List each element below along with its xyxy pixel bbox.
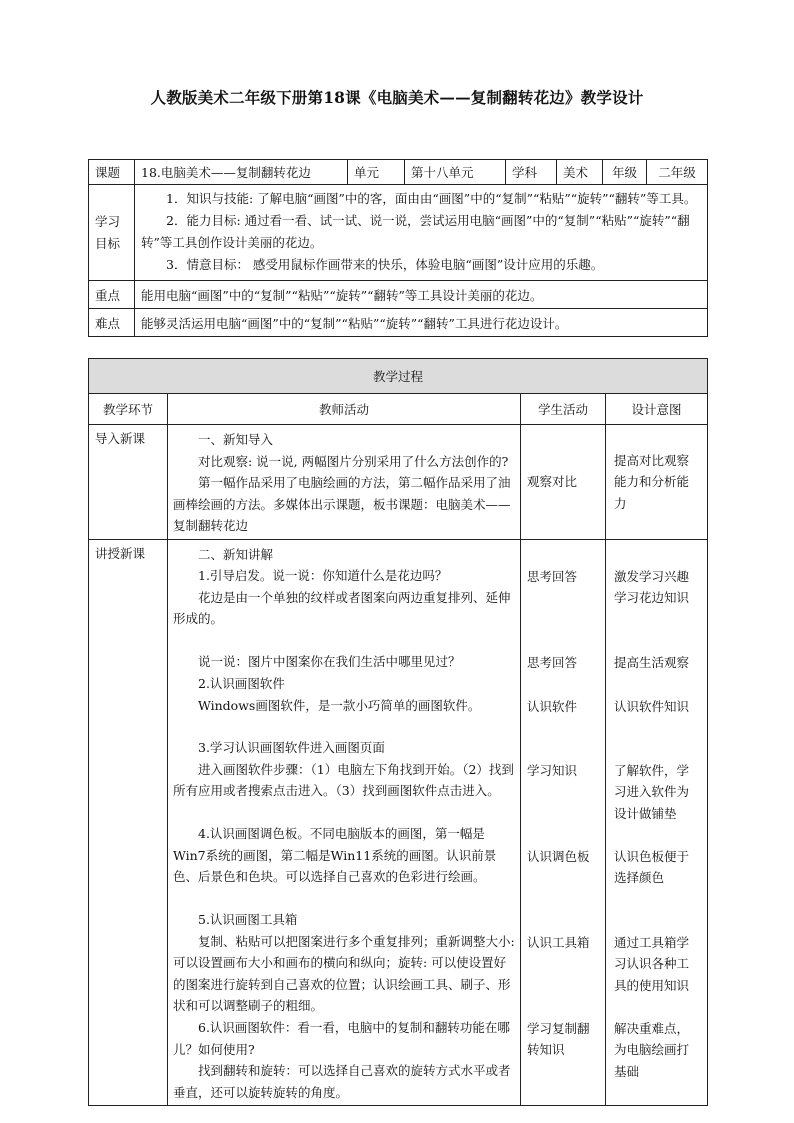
key-point-row xyxy=(89,281,708,309)
intent-new-knowledge xyxy=(606,539,708,1106)
activity-text: 找到翻转和旋转：可以选择自己喜欢的旋转方式水平或者垂直，还可以旋转旋转的角度。 xyxy=(173,1063,511,1100)
grade-value: 二年级 xyxy=(647,160,708,185)
objective-item: 3．情意目标： 感受用鼠标作画带来的快乐，体验电脑“画图”设计应用的乐趣。 xyxy=(166,257,604,272)
section-intro-row xyxy=(89,425,708,540)
key-point-label: 重点 xyxy=(89,281,135,309)
activity-text: 对比观察: 说一说, 两幅图片分别采用了什么方法创作的? xyxy=(198,453,509,469)
intent-item: 提高生活观察 xyxy=(614,654,690,670)
activity-text: 5.认识画图工具箱 xyxy=(198,912,298,927)
objectives-content xyxy=(135,185,708,281)
intent-item: 了解软件，学习进入软件为设计做铺垫 xyxy=(614,762,690,821)
student-activity-item: 学习知识 xyxy=(527,762,578,778)
teaching-process-table xyxy=(88,358,708,1106)
activity-text: 说一说：图片中图案你在我们生活中哪里见过？ xyxy=(198,654,461,669)
activity-text: 花边是由一个单独的纹样或者图案向两边重复排列、延伸形成的。 xyxy=(173,589,511,626)
student-activity-item: 认识调色板 xyxy=(527,848,590,864)
lesson-info-row xyxy=(89,160,708,185)
activity-block-7 xyxy=(173,1017,515,1103)
lesson-info-table xyxy=(88,159,708,337)
header-stage: 教学环节 xyxy=(89,394,168,425)
student-activity-item: 思考回答 xyxy=(527,568,578,584)
activity-text: 1.引导启发。说一说：你知道什么是花边吗？ xyxy=(198,568,448,583)
activity-block-1 xyxy=(173,565,515,651)
grade-label: 年级 xyxy=(603,160,647,185)
objectives-label-line1: 学习 xyxy=(95,213,121,229)
process-header-row xyxy=(89,394,708,425)
header-intent: 设计意图 xyxy=(606,394,708,425)
key-point-text: 能用电脑“画图”中的“复制”“粘贴”“旋转”“翻转”等工具设计美丽的花边。 xyxy=(135,281,708,309)
objective-item: 2．能力目标: 通过看一看、试一试、说一说，尝试运用电脑“画图”中的“复制”“粘贴”“旋转”“翻转”等工具创作设计美丽的花边。 xyxy=(141,213,690,250)
student-activity-new-knowledge xyxy=(521,539,606,1106)
stage-new-knowledge: 讲授新课 xyxy=(89,539,168,1106)
subject-value: 美术 xyxy=(557,160,603,185)
activity-block-6 xyxy=(173,909,515,1017)
document-title: 人教版美术二年级下册第18课《电脑美术——复制翻转花边》教学设计 xyxy=(150,88,644,107)
activity-text: 进入画图软件步骤：（1）电脑左下角找到开始。（2）找到所有应用或者搜索点击进入。（3）找到画图软件点击进入。 xyxy=(173,761,514,798)
activity-block-5 xyxy=(173,823,515,909)
subject-label: 学科 xyxy=(506,160,557,185)
activity-block-4 xyxy=(173,737,515,823)
intent-item: 通过工具箱学习认识各种工具的使用知识 xyxy=(614,934,690,993)
activity-block-2 xyxy=(173,651,515,673)
header-student: 学生活动 xyxy=(521,394,606,425)
student-activity-item: 思考回答 xyxy=(527,654,578,670)
student-activity-item: 认识工具箱 xyxy=(527,934,590,950)
section-new-knowledge-row xyxy=(89,539,708,1106)
header-teacher: 教师活动 xyxy=(168,394,521,425)
activity-text: 3.学习认识画图软件进入画图页面 xyxy=(198,740,385,755)
activity-text: 复制、粘贴可以把图案进行多个重复排列；重新调整大小: 可以设置画布大小和画布的横向和纵向；旋转: 可以使设置好的图案进行旋转到自己喜欢的位置；认识绘画工具、刷子、形状和可以调整刷子的粗细。 xyxy=(173,933,515,1013)
process-title-row xyxy=(89,359,708,394)
process-title: 教学过程 xyxy=(89,359,708,394)
activity-heading: 二、新知讲解 xyxy=(198,546,274,562)
unit-value: 第十八单元 xyxy=(405,160,506,185)
activity-heading: 一、新知导入 xyxy=(198,432,274,447)
intent-intro: 提高对比观察能力和分析能力 xyxy=(606,425,708,540)
stage-intro: 导入新课 xyxy=(89,425,168,540)
intent-item: 解决重难点，为电脑绘画打基础 xyxy=(614,1020,690,1079)
student-activity-intro: 观察对比 xyxy=(521,425,606,540)
objectives-label-line2: 目标 xyxy=(95,235,121,251)
objectives-row xyxy=(89,185,708,281)
objective-item: 1．知识与技能: 了解电脑“画图”中的客，面由由“画图”中的“复制”“粘贴”“旋转”“翻转”等工具。 xyxy=(166,191,697,206)
difficulty-row xyxy=(89,309,708,337)
intent-item: 认识软件知识 xyxy=(614,698,690,714)
activity-text: 6.认识画图软件：看一看，电脑中的复制和翻转功能在哪儿？如何使用? xyxy=(173,1020,510,1057)
student-activity-item: 学习复制翻转知识 xyxy=(527,1020,590,1057)
difficulty-text: 能够灵活运用电脑“画图”中的“复制”“粘贴”“旋转”“翻转”工具进行花边设计。 xyxy=(135,309,708,337)
intent-item: 激发学习兴趣学习花边知识 xyxy=(614,568,690,605)
activity-text: 2.认识画图软件 xyxy=(198,676,285,691)
activity-text: 第一幅作品采用了电脑绘画的方法，第二幅作品采用了油画棒绘画的方法。多媒体出示课题，板书课题：电脑美术——复制翻转花边 xyxy=(173,475,511,533)
unit-label: 单元 xyxy=(348,160,405,185)
topic-label: 课题 xyxy=(89,160,135,185)
difficulty-label: 难点 xyxy=(89,309,135,337)
activity-text: 4.认识画图调色板。不同电脑版本的画图，第一幅是Win7系统的画图，第二幅是Win11系统的画图。认识前景色、后景色和色块。可以选择自己喜欢的色彩进行绘画。 xyxy=(173,826,497,884)
objectives-label xyxy=(89,185,135,281)
topic-value: 18.电脑美术——复制翻转花边 xyxy=(135,160,348,185)
student-activity-item: 认识软件 xyxy=(527,698,578,714)
teacher-activity-intro xyxy=(168,425,521,540)
activity-text: Windows画图软件，是一款小巧简单的画图软件。 xyxy=(198,697,481,713)
intent-item: 认识色板便于选择颜色 xyxy=(614,848,690,885)
activity-block-3 xyxy=(173,673,515,737)
teacher-activity-new-knowledge xyxy=(168,539,521,1106)
